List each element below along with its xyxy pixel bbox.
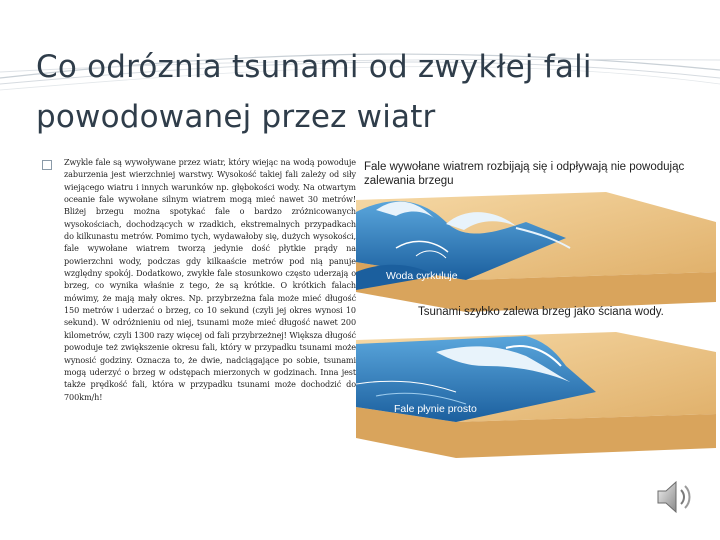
tsunami-panel [356,332,716,458]
square-bullet-icon [42,160,52,170]
slide-title: Co odróznia tsunami od zwykłej fali powodowanej przez wiatr [36,49,592,135]
label-wave-straight: Fale płynie prosto [394,403,477,415]
figure-caption-tsunami: Tsunami szybko zalewa brzeg jako ściana wody. [418,306,664,318]
speaker-icon[interactable] [652,474,698,520]
figure-caption-wind-waves: Fale wywołane wiatrem rozbijają się i odpływają nie powodując zalewania brzegu [364,161,685,187]
label-water-circulates: Woda cyrkuluje [386,270,458,282]
wind-wave-panel [356,192,716,312]
body-paragraph: Zwykle fale są wywoływane przez wiatr, który wiejąc na wodą powoduje zaburzenia jest wierzchniej warstwy. Wysokość takiej fali zależy od siły wiejącego wiatru i innych warunków np. głębokości wody. Na otwartym oceanie fale wywołane silnym wiatrem mogą mieć nawet 30 metrów! Bliżej brzegu można spotykać fale o bardzo zróżnicowanych wysokościach, dochodzących w rzadkich, ekstremalnych przypadkach do kilkunastu metrów. Pomimo tych, wydawałoby się, dużych wysokości, fale wywołane wiatrem tworzą jedynie dość płytkie prądy na powierzchni wody, podczas gdy kilkaaście metrów pod nią panuje względny spokój. Dodatkowo, zwykłe fale stosunkowo często uderzają o brzeg, co wynika właśnie z tego, że są krótkie. O krótkich falach mówimy, że mają mały okres. Np. przybrzeżna fala może mieć długość 150 metrów i uderzać o brzeg, co 10 sekund (czyli jej okres wynosi 10 sekund). W odróżnieniu od niej, tsunami może mieć długość nawet 200 kilometrów, czyli 1300 razy więcej od fali przybrzeżnej! Większa długość powoduje też zwiększenie okresu fali, który w przypadku tsunami może wynosić godziny. Oznacza to, że dwie, nadciągające po sobie, tsunami mogą uderzyć o brzeg w odstępach mierzonych w godzinach. Inna jest także prędkość fali, która w przypadku tsunami może dochodzić do 700km/h! [64,157,356,402]
